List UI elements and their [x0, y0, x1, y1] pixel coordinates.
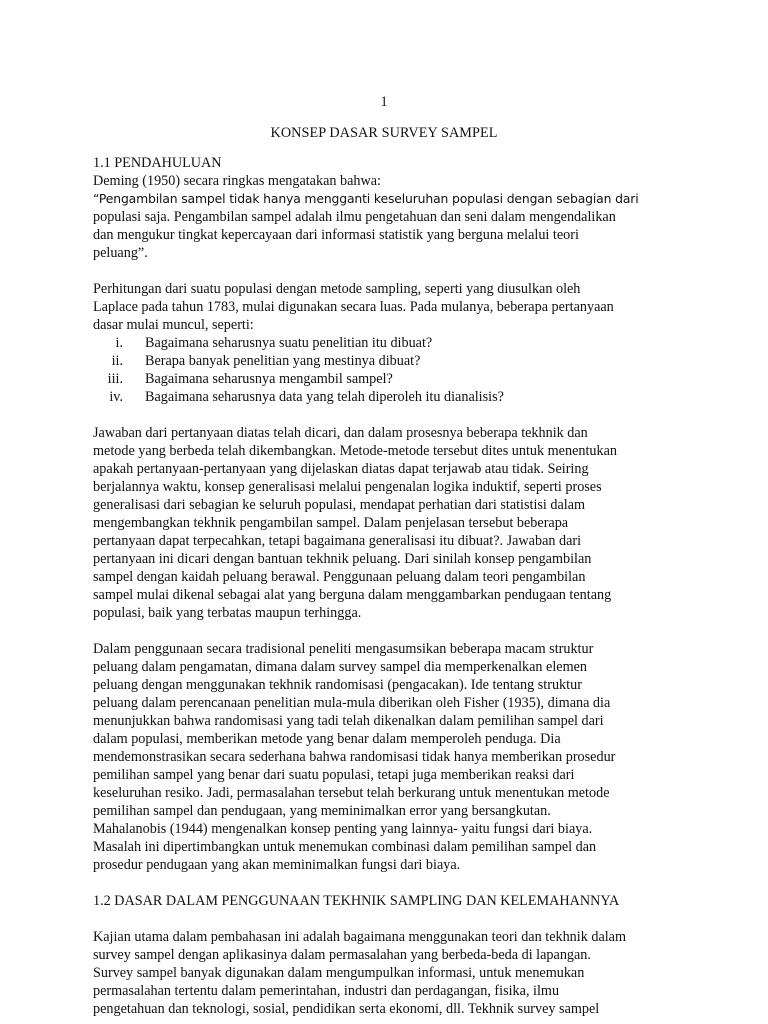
- document-body: [93, 154, 693, 1018]
- paragraph-line: survey sampel dengan aplikasinya dalam permasalahan yang berbeda-beda di lapangan.: [93, 947, 591, 963]
- list-number: i.: [115, 335, 123, 351]
- list-item: [93, 370, 693, 388]
- list-number: iii.: [107, 371, 123, 387]
- paragraph-line: dalam populasi, memberikan metode yang benar dalam memperoleh penduga. Dia: [93, 731, 561, 747]
- paragraph-line: Perhitungan dari suatu populasi dengan metode sampling, seperti yang diusulkan oleh: [93, 281, 581, 297]
- paragraph-line: permasalahan tertentu dalam pemerintahan, industri dan perdagangan, fisika, ilmu: [93, 983, 560, 999]
- paragraph-line: dasar mulai muncul, seperti:: [93, 317, 254, 333]
- paragraph-line: berjalannya waktu, konsep generalisasi melalui pengenalan logika induktif, seperti proses: [93, 479, 602, 495]
- paragraph-line: mengembangkan tekhnik pengambilan sampel. Dalam penjelasan tersebut beberapa: [93, 515, 569, 531]
- paragraph-line: peluang dalam pengamatan, dimana dalam survey sampel dia memperkenalkan elemen: [93, 659, 588, 675]
- paragraph-line: sampel dengan kaidah peluang berawal. Penggunaan peluang dalam teori pengambilan: [93, 569, 586, 585]
- list-text: Bagaimana seharusnya suatu penelitian itu dibuat?: [145, 335, 433, 351]
- paragraph-line: menunjukkan bahwa randomisasi yang tadi telah dikenalkan dalam pemilihan sampel dari: [93, 713, 604, 729]
- question-list: [93, 334, 693, 406]
- section-heading: 1.2 DASAR DALAM PENGGUNAAN TEKHNIK SAMPLING DAN KELEMAHANNYA: [93, 893, 620, 909]
- quote-line: dan mengukur tingkat kepercayaan dari informasi statistik yang berguna melalui teori: [93, 227, 579, 243]
- paragraph-line: populasi, baik yang terbatas maupun terhingga.: [93, 605, 362, 621]
- paragraph-line: prosedur pendugaan yang akan meminimalkan fungsi dari biaya.: [93, 857, 461, 873]
- paragraph: [93, 424, 693, 622]
- list-item: [93, 352, 693, 370]
- paragraph-line: pertanyaan ini dicari dengan bantuan tekhnik peluang. Dari sinilah konsep pengambilan: [93, 551, 592, 567]
- paragraph-line: peluang dengan menggunakan tekhnik randomisasi (pengacakan). Ide tentang struktur: [93, 677, 582, 693]
- list-text: Berapa banyak penelitian yang mestinya dibuat?: [145, 353, 421, 369]
- paragraph-line: Dalam penggunaan secara tradisional peneliti mengasumsikan beberapa macam struktur: [93, 641, 594, 657]
- paragraph-line: Laplace pada tahun 1783, mulai digunakan secara luas. Pada mulanya, beberapa pertanyaan: [93, 299, 614, 315]
- paragraph-line: pengetahuan dan teknologi, sosial, pendidikan serta ekonomi, dll. Tekhnik survey sampel: [93, 1001, 600, 1017]
- list-number: ii.: [111, 353, 123, 369]
- paragraph-line: Kajian utama dalam pembahasan ini adalah bagaimana menggunakan teori dan tekhnik dalam: [93, 929, 627, 945]
- paragraph-line: pemilihan sampel dan pendugaan, yang meminimalkan error yang bersangkutan.: [93, 803, 551, 819]
- quote-block: [93, 208, 693, 262]
- paragraph-line: Deming (1950) secara ringkas mengatakan bahwa:: [93, 173, 381, 189]
- quote-line: “Pengambilan sampel tidak hanya mengganti keseluruhan populasi dengan sebagian dari: [93, 191, 639, 206]
- paragraph-line: metode yang berbeda telah dikembangkan. Metode-metode tersebut dites untuk menentukan: [93, 443, 617, 459]
- paragraph: [93, 640, 693, 874]
- list-item: [93, 334, 693, 352]
- paragraph-line: Survey sampel banyak digunakan dalam mengumpulkan informasi, untuk menemukan: [93, 965, 585, 981]
- paragraph-line: pemilihan sampel yang benar dari suatu populasi, tetapi juga memberikan reaksi dari: [93, 767, 575, 783]
- paragraph: [93, 280, 693, 334]
- quote-line: peluang”.: [93, 245, 148, 261]
- paragraph-line: Masalah ini dipertimbangkan untuk menemukan combinasi dalam pemilihan sampel dan: [93, 839, 597, 855]
- paragraph-line: Mahalanobis (1944) mengenalkan konsep penting yang lainnya- yaitu fungsi dari biaya.: [93, 821, 593, 837]
- list-item: [93, 388, 693, 406]
- paragraph-line: generalisasi dari sebagian ke seluruh populasi, mendapat perhatian dari statistisi dalam: [93, 497, 586, 513]
- paragraph-line: pertanyaan dapat terpecahkan, tetapi bagaimana generalisasi itu dibuat?. Jawaban dari: [93, 533, 582, 549]
- page-number: 1: [380, 94, 388, 110]
- paragraph-line: Jawaban dari pertanyaan diatas telah dicari, dan dalam prosesnya beberapa tekhnik dan: [93, 425, 588, 441]
- section-heading: 1.1 PENDAHULUAN: [93, 155, 222, 171]
- paragraph-line: peluang dalam perencanaan penelitian mula-mula diberikan oleh Fisher (1935), dimana dia: [93, 695, 611, 711]
- paragraph-line: keseluruhan resiko. Jadi, permasalahan tersebut telah berkurang untuk menentukan metode: [93, 785, 610, 801]
- paragraph-line: apakah pertanyaan-pertanyaan yang dijelaskan diatas dapat terjawab atau tidak. Seiring: [93, 461, 589, 477]
- list-text: Bagaimana seharusnya data yang telah diperoleh itu dianalisis?: [145, 389, 504, 405]
- list-number: iv.: [109, 389, 123, 405]
- document-title: KONSEP DASAR SURVEY SAMPEL: [270, 125, 498, 141]
- paragraph: [93, 928, 693, 1018]
- quote-line: populasi saja. Pengambilan sampel adalah ilmu pengetahuan dan seni dalam mengendalikan: [93, 209, 616, 225]
- paragraph-line: sampel mulai dikenal sebagai alat yang berguna dalam menggambarkan pendugaan tentang: [93, 587, 612, 603]
- paragraph-line: mendemonstrasikan secara sederhana bahwa randomisasi tidak hanya memberikan prosedur: [93, 749, 616, 765]
- list-text: Bagaimana seharusnya mengambil sampel?: [145, 371, 393, 387]
